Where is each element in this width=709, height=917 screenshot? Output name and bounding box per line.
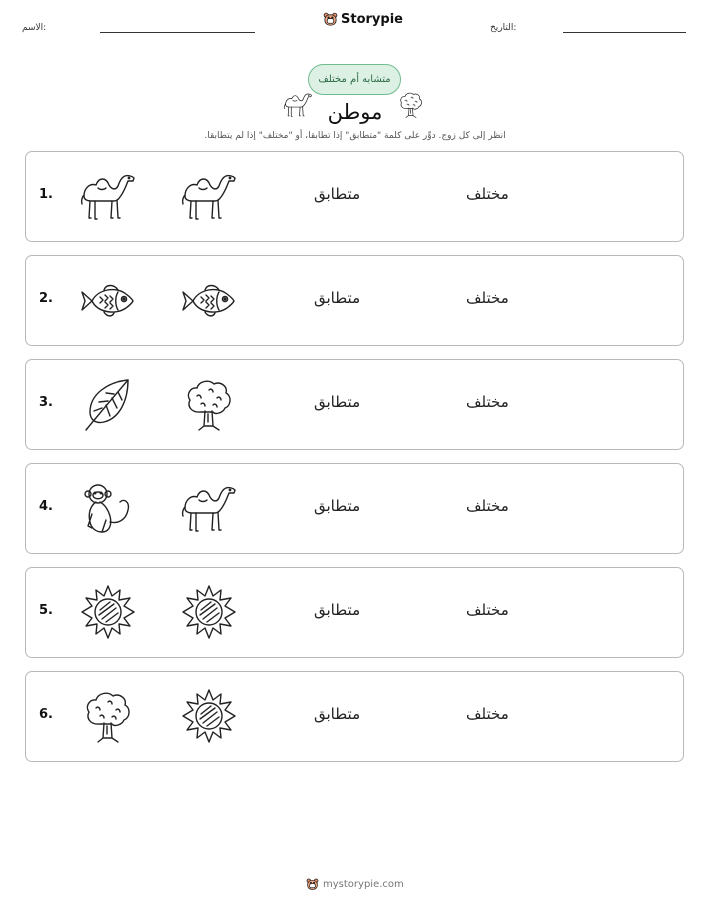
question-number: 5.: [39, 603, 53, 618]
question-number: 2.: [39, 291, 53, 306]
same-option[interactable]: متطابق: [314, 289, 361, 307]
page-title: موطن: [327, 100, 383, 124]
bear-logo-icon: [323, 12, 338, 27]
fish-icon: [78, 272, 138, 330]
question-row: [25, 359, 684, 450]
question-row: [25, 463, 684, 554]
brand-logo: [323, 12, 403, 27]
same-option[interactable]: متطابق: [314, 185, 361, 203]
same-option[interactable]: متطابق: [314, 705, 361, 723]
question-row: [25, 255, 684, 346]
monkey-icon: [78, 480, 138, 538]
worksheet-type-badge: متشابه أم مختلف: [308, 64, 401, 95]
question-number: 4.: [39, 499, 53, 514]
tree-icon: [396, 90, 426, 120]
different-option[interactable]: مختلف: [466, 497, 509, 515]
fish-icon: [179, 272, 239, 330]
tree-icon: [78, 688, 138, 746]
date-label: التاريخ:: [490, 23, 517, 33]
camel-icon: [179, 168, 239, 226]
different-option[interactable]: مختلف: [466, 705, 509, 723]
footer: [306, 878, 404, 891]
sun-icon: [78, 584, 138, 642]
footer-url[interactable]: mystorypie.com: [323, 879, 404, 890]
date-line[interactable]: [563, 32, 686, 33]
question-row: [25, 567, 684, 658]
tree-icon: [179, 376, 239, 434]
leaf-icon: [78, 376, 138, 434]
name-label: الاسم:: [22, 23, 47, 33]
camel-icon: [179, 480, 239, 538]
same-option[interactable]: متطابق: [314, 497, 361, 515]
question-number: 1.: [39, 187, 53, 202]
brand-name: Storypie: [341, 12, 403, 27]
bear-logo-icon: [306, 878, 319, 891]
sun-icon: [179, 688, 239, 746]
same-option[interactable]: متطابق: [314, 601, 361, 619]
sun-icon: [179, 584, 239, 642]
question-number: 6.: [39, 707, 53, 722]
question-row: [25, 151, 684, 242]
same-option[interactable]: متطابق: [314, 393, 361, 411]
different-option[interactable]: مختلف: [466, 601, 509, 619]
camel-icon: [78, 168, 138, 226]
name-line[interactable]: [100, 32, 255, 33]
different-option[interactable]: مختلف: [466, 289, 509, 307]
instructions: انظر إلى كل زوج. دوِّر على كلمة "متطابق" إذا تطابقا، أو "مختلف" إذا لم يتطابقا.: [204, 131, 506, 141]
question-number: 3.: [39, 395, 53, 410]
question-row: [25, 671, 684, 762]
different-option[interactable]: مختلف: [466, 393, 509, 411]
different-option[interactable]: مختلف: [466, 185, 509, 203]
